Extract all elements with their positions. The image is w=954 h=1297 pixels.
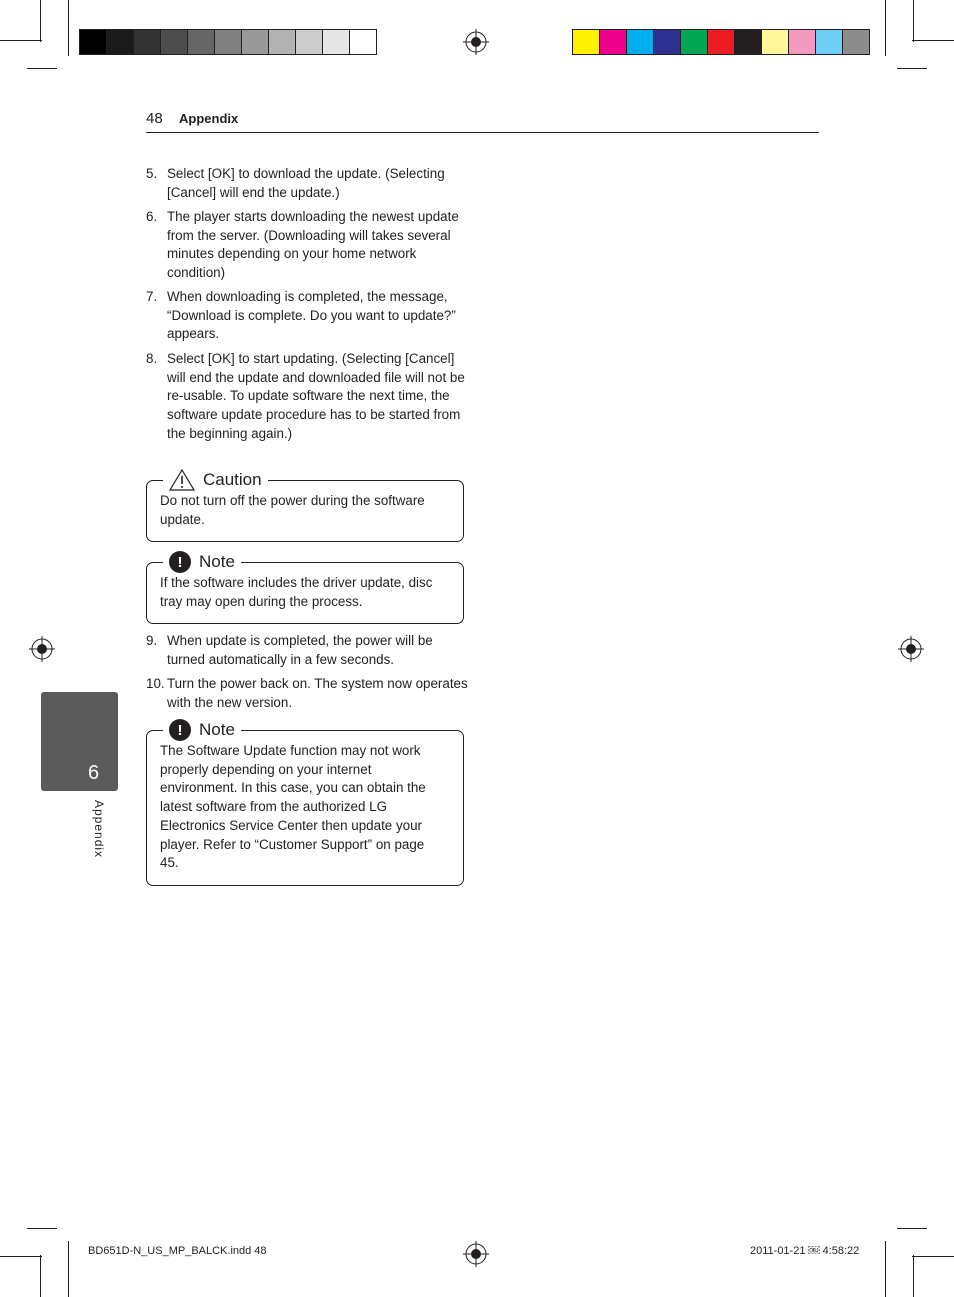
note-label: Note	[199, 552, 235, 571]
process-color-bar	[572, 29, 870, 55]
color-swatch	[350, 30, 376, 54]
chapter-tab	[41, 692, 118, 791]
note-box	[146, 720, 464, 886]
color-swatch	[843, 30, 869, 54]
note-box	[146, 552, 464, 624]
note-text: The Software Update function may not work properly depending on your internet environment. In this case, you can obtain the latest software from the authorized LG Electronics Service Center then update your player. Refer to “Customer Support” on page 45.	[160, 743, 426, 871]
note-header	[163, 550, 241, 574]
color-swatch	[627, 30, 654, 54]
crop-mark	[40, 1255, 41, 1297]
list-item	[146, 208, 468, 283]
crop-mark	[913, 0, 914, 42]
color-swatch	[161, 30, 188, 54]
color-swatch	[323, 30, 350, 54]
step-number: 7.	[146, 289, 158, 304]
step-text: Select [OK] to download the update. (Selecting [Cancel] will end the update.)	[167, 166, 445, 200]
step-text: When update is completed, the power will be turned automatically in a few seconds.	[167, 633, 433, 667]
step-text: When downloading is completed, the message, “Download is complete. Do you want to update?” appears.	[167, 289, 456, 342]
color-swatch	[107, 30, 134, 54]
color-swatch	[654, 30, 681, 54]
section-title: Appendix	[179, 111, 239, 126]
color-swatch	[269, 30, 296, 54]
note-label: Note	[199, 720, 235, 739]
crop-mark	[68, 0, 69, 56]
file-slug: BD651D-N_US_MP_BALCK.indd 48	[88, 1245, 267, 1257]
chapter-label: Appendix	[92, 800, 106, 859]
list-item	[146, 350, 468, 444]
crop-mark	[913, 1255, 914, 1297]
warning-icon	[169, 469, 195, 491]
step-text: Select [OK] to start updating. (Selecting [Cancel] will end the update and downloaded file will not be re-usable. To update software the next time, the software update procedure has to be started from the beginning again.)	[167, 351, 465, 441]
color-swatch	[735, 30, 762, 54]
exclamation-icon: !	[169, 551, 191, 573]
caution-header	[163, 468, 268, 492]
note-header	[163, 718, 241, 742]
color-swatch	[215, 30, 242, 54]
step-text: The player starts downloading the newest update from the server. (Downloading will takes several minutes depending on your home network condition)	[167, 209, 459, 281]
color-swatch	[600, 30, 627, 54]
header-divider	[146, 132, 819, 133]
color-swatch	[708, 30, 735, 54]
color-swatch	[134, 30, 161, 54]
registration-mark-icon	[898, 636, 924, 662]
color-swatch	[762, 30, 789, 54]
color-swatch	[681, 30, 708, 54]
color-swatch	[296, 30, 323, 54]
crop-mark	[68, 1241, 69, 1297]
crop-mark	[885, 0, 886, 56]
crop-mark	[40, 0, 41, 42]
list-item	[146, 675, 468, 712]
step-number: 8.	[146, 351, 158, 366]
crop-mark	[897, 68, 927, 69]
crop-mark	[897, 1228, 927, 1229]
crop-mark	[27, 68, 57, 69]
crop-mark	[0, 1256, 42, 1257]
registration-mark-icon	[29, 636, 55, 662]
step-number: 9.	[146, 633, 158, 648]
registration-mark-icon	[463, 29, 489, 55]
color-swatch	[242, 30, 269, 54]
color-swatch	[816, 30, 843, 54]
crop-mark	[885, 1241, 886, 1297]
crop-mark	[27, 1228, 57, 1229]
exclamation-icon: !	[169, 719, 191, 741]
caution-box	[146, 470, 464, 542]
color-swatch	[789, 30, 816, 54]
registration-mark-icon	[463, 1241, 489, 1267]
color-swatch	[188, 30, 215, 54]
caution-label: Caution	[203, 470, 262, 489]
list-item	[146, 165, 468, 202]
color-swatch	[80, 30, 107, 54]
print-timestamp: 2011-01-21 ￼ 4:58:22	[750, 1245, 860, 1257]
page-number: 48	[146, 110, 163, 127]
crop-mark	[912, 1256, 954, 1257]
step-number: 5.	[146, 166, 158, 181]
step-number: 10.	[146, 676, 165, 691]
crop-mark	[0, 40, 42, 41]
step-number: 6.	[146, 209, 158, 224]
step-text: Turn the power back on. The system now operates with the new version.	[167, 676, 468, 710]
color-swatch	[573, 30, 600, 54]
list-item	[146, 288, 468, 344]
crop-mark	[912, 40, 954, 41]
chapter-number: 6	[88, 762, 100, 784]
caution-text: Do not turn off the power during the software update.	[160, 493, 425, 527]
grayscale-color-bar	[79, 29, 377, 55]
note-text: If the software includes the driver update, disc tray may open during the process.	[160, 575, 433, 609]
list-item	[146, 632, 468, 669]
